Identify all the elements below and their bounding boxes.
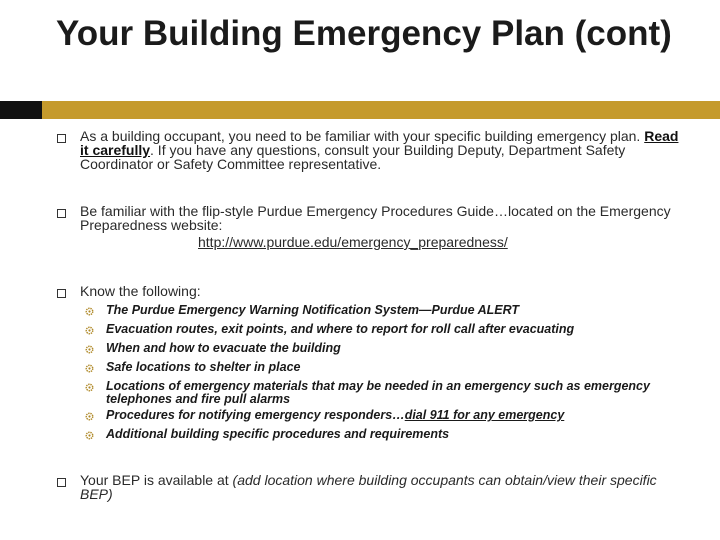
- gear-bullet-icon: [85, 431, 94, 440]
- list-item-text: The Purdue Emergency Warning Notification System—Purdue ALERT: [106, 303, 520, 317]
- list-item-text: When and how to evacuate the building: [106, 341, 341, 355]
- list-item: [85, 361, 695, 374]
- dial-911-text: dial 911 for any emergency: [404, 408, 565, 422]
- list-item: [85, 342, 695, 355]
- read-carefully-text: Read it carefully: [80, 128, 679, 158]
- gear-bullet-icon: [85, 345, 94, 354]
- know-following-list: [85, 304, 695, 447]
- title-underline-black: [0, 101, 42, 119]
- list-item-text: Procedures for notifying emergency responders…: [106, 408, 405, 422]
- title-underline-gold: [42, 101, 720, 119]
- preparedness-link[interactable]: http://www.purdue.edu/emergency_preparedness/: [198, 234, 508, 250]
- bullet-text: Be familiar with the flip-style Purdue Emergency Procedures Guide…located on the Emergency Preparedness website:: [80, 203, 671, 233]
- gear-bullet-icon: [85, 364, 94, 373]
- list-item-text: Evacuation routes, exit points, and where to report for roll call after evacuating: [106, 322, 575, 336]
- list-item-text: Additional building specific procedures and requirements: [106, 427, 450, 441]
- square-bullet-icon: [57, 478, 66, 487]
- list-item: [85, 323, 695, 336]
- bullet-text: . If you have any questions, consult your Building Deputy, Department Safety Coordinator or Safety Committee representative.: [80, 142, 626, 172]
- bullet-text: Your BEP is available at: [80, 472, 233, 488]
- square-bullet-icon: [57, 209, 66, 218]
- list-item-text: Locations of emergency materials that may be needed in an emergency such as emergency telephones and fire pull alarms: [106, 379, 650, 406]
- bullet-procedures-guide: [80, 204, 690, 249]
- list-item-text: Safe locations to shelter in place: [106, 360, 301, 374]
- square-bullet-icon: [57, 289, 66, 298]
- list-item: [85, 428, 695, 441]
- bullet-text: As a building occupant, you need to be familiar with your specific building emergency plan.: [80, 128, 645, 144]
- bep-location-note: (add location where building occupants can obtain/view their specific BEP): [80, 472, 657, 502]
- bullet-bep-location: [80, 473, 690, 501]
- square-bullet-icon: [57, 134, 66, 143]
- bullet-know-following: Know the following:: [80, 283, 201, 299]
- list-item: [85, 380, 695, 406]
- gear-bullet-icon: [85, 412, 94, 421]
- list-item: [85, 304, 695, 317]
- list-item: [85, 409, 695, 422]
- bullet-familiar-plan: [80, 129, 690, 171]
- gear-bullet-icon: [85, 326, 94, 335]
- gear-bullet-icon: [85, 383, 94, 392]
- page-title: Your Building Emergency Plan (cont): [56, 14, 672, 53]
- gear-bullet-icon: [85, 307, 94, 316]
